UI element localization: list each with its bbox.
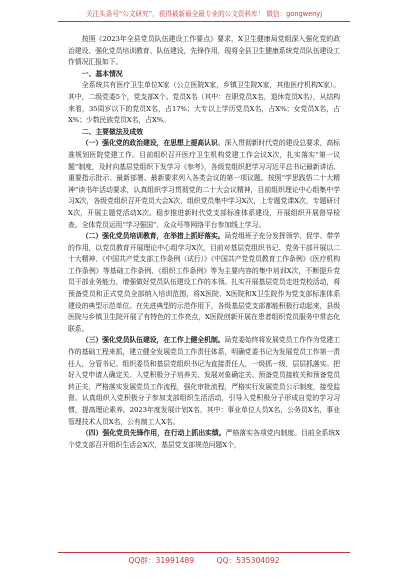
subsection-4-body: 严格落实各项党内制度。目前全系统X个党支部召开组织生活会X次，基层党支部规范问题X个， [68, 429, 340, 449]
subsection-4-lead: （四）强化党员先锋作用，在行动上抓出实绩。 [81, 429, 226, 438]
subsection-1-paragraph [68, 138, 340, 231]
footer-contact [58, 552, 350, 567]
document-body [68, 34, 340, 544]
subsection-4-paragraph [68, 428, 340, 451]
subsection-2-paragraph [68, 231, 340, 335]
subsection-1-lead: （一）强化党的政治建设，在思想上 [81, 139, 191, 148]
section-1-paragraph: 全系统共有医疗卫生单位X家（公立医院X家，乡镇卫生院X家，其他医疗机构X家）。其中，二级党委5个，党支部X个。党员X名（其中：在职党员X名，退休党员X名），从结构来看，35周岁以下的党员X名，占17%；大专以上学历党员X名，占X%；女党员X名，占X%；少数民族党员X名，占X%。 [68, 81, 340, 125]
subsection-3-body: 局党委始终将发展党员工作作为党建工作的基础工程来抓，建立健全发展党员工作责任体系，明确党委书记为发展党员工作第一责任人，分管书记、组织委员和基层党组织书记为直接责任人，一级抓一级，层层抓落实。把好入党申请人确定关、入党积极分子培养关、发展对象确定关、预备党员接收关和预备党员转正关，严格落实发展党员工作流程，强化审批流程，严格实行发展党员公示制度，接受监督。认真组织入党积极分子参加支部组织生活活动，引导入党积极分子形成自觉的学习习惯，提高理论素养。2023年度发展计划X名，其中：事业单位人员X名，公务员X名，事业管理技术人员X名，公有制工人X名。 [68, 336, 340, 426]
subsection-3-lead: （三）强化党员队伍建设，在工作上健全机制。 [81, 336, 225, 345]
section-1-heading: 一、基本情况 [81, 69, 123, 78]
subsection-3-paragraph [68, 335, 340, 428]
qq-group-text: QQ群：31991489 [128, 556, 195, 565]
subsection-1-body: 。深入贯彻新时代党的建设总要求，高标准规划医院党建工作。目前组织召开医疗卫生机构党建工作会议X次，扎实落实“第一议题”制度，及时向基层党组织下发学习《参考》，各级党组织把学习习近平总书记最新讲话、重要指示批示、最新部署、最新要求列入各类会议的第一项议题。按照“学思践悟二十大精神”读书年活动要求，认真组织学习贯彻党的二十大会议精神，目前组织理论中心组集中学习X次，各级党组织召开党员大会X次，组织党员集中学习X次，上专题党课X次，专题研讨X次，开展主题党活动X次。稳步推进新时代党支部标准体系建设，开展组织开展督导检查。全体党员运用“学习强国”、众众号等网络平台参加线上学习。 [68, 139, 340, 229]
subsection-2-body: 局党组班子充分发挥领学、促学、带学的作用，以党员教育开展理论中心组学习X次，目前对基层党组织书记、党务干部开展以二十大精神、《中国共产党支部工作条例（试行）》《中国共产党党员教育工作条例》《医疗机构工作条例》等基础工作条例、《组织工作条例》等为主要内容的集中培训X次，不断提升党员干部业务能力，增强做好党员队伍建设工作的本领。扎实开展基层党员走进党校活动，将预备党员和正式党员全部纳入培训范围，将X医院、X医院和X卫生院作为党支部标准体系建设的典型示范单位。在先进典型的示范作用下，各级基层党支部都能积极行动起来，县级医院与乡镇卫生院开展了有特色的工作亮点，X医院创新开展在患者组织党员服务中常态化联系。 [68, 232, 340, 333]
top-banner[interactable]: 关注头条号“公文研究”，获得最新最全最专业的公文资料库！ 微信：gongwenyj [58, 8, 350, 22]
subsection-1-emphasis: 提高认识 [190, 139, 218, 148]
section-2-heading: 二、主要做法及成效 [81, 127, 143, 136]
intro-paragraph: 按照《2023年全县党员队伍建设工作要点》要求，X卫生健康局党组深入强化党的政治建设、强化党员培训教育、队伍建设，先锋作用，现将全县卫生健康系统党员队伍建设工作情况汇报如下。 [68, 35, 340, 67]
subsection-2-lead: （二）强化党员培训教育，在举措上抓好落实。 [81, 232, 225, 241]
qq-number-text: QQ：535304092 [216, 556, 280, 565]
